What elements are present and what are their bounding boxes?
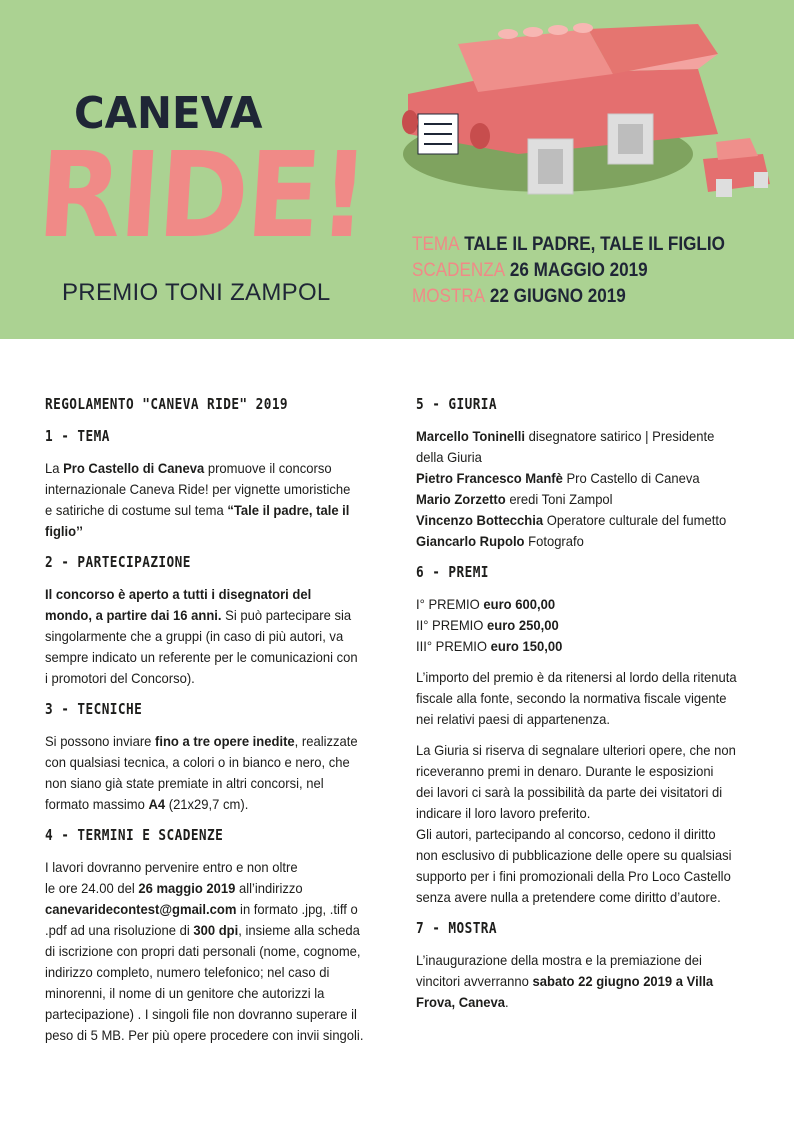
- prize-item: I° PREMIO euro 600,00: [416, 596, 556, 612]
- info-row-tema: TEMA TALE IL PADRE, TALE IL FIGLIO: [412, 234, 725, 255]
- contest-email: canevaridecontest@gmail.com: [45, 901, 237, 917]
- jury-member: della Giuria: [416, 449, 482, 465]
- info-row-mostra: MOSTRA 22 GIUGNO 2019: [412, 286, 626, 307]
- section-termini-heading: 4 - TERMINI E SCADENZE: [45, 826, 224, 844]
- jury-member: Mario Zorzetto eredi Toni Zampol: [416, 491, 613, 507]
- right-column: [416, 394, 756, 1023]
- section-tecniche-heading: 3 - TECNICHE: [45, 700, 143, 718]
- section-partecipazione-heading: 2 - PARTECIPAZIONE: [45, 553, 191, 571]
- prize-item: II° PREMIO euro 250,00: [416, 617, 559, 633]
- jury-rights-note: La Giuria si riserva di segnalare ulteriori opere, che non riceveranno premi in denaro. Durante le esposizioni dei lavori ci sarà la possibilità da parte dei visitatori di indicare il loro lavoro preferito. Gli autori, partecipando al concorso, cedono il diritto non esclusivo di pubblicazione delle opere su qualsiasi supporto per i fini promozionali della Pro Loco Castello senza avere nulla a pretendere come diritto d’autore.: [416, 742, 736, 905]
- info-row-scadenza: SCADENZA 26 MAGGIO 2019: [412, 260, 648, 281]
- jury-member: Vincenzo Bottecchia Operatore culturale del fumetto: [416, 512, 727, 528]
- section-giuria-heading: 5 - GIURIA: [416, 395, 498, 413]
- section-termini-text: I lavori dovranno pervenire entro e non oltre le ore 24.00 del 26 maggio 2019 all’indirizzo canevaridecontest@gmail.com in formato .jpg, .tiff o .pdf ad una risoluzione di 300 dpi, insieme alla scheda di iscrizione con propri dati personali (nome, cognome, indirizzo completo, numero telefonico; nel caso di minorenni, il nome di un genitore che autorizzi la partecipazione) . I singoli file non dovranno superare il peso di 5 MB. Per più opere procedere con invii singoli.: [45, 859, 364, 1043]
- section-partecipazione-text: Il concorso è aperto a tutti i disegnatori del mondo, a partire dai 16 anni. Si può partecipare sia singolarmente che a gruppi (in caso di più autori, va sempre indicato un referente per le comunicazioni con i promotori del Concorso).: [45, 586, 358, 686]
- prize-list: [416, 594, 756, 657]
- section-tema-heading: 1 - TEMA: [45, 427, 110, 445]
- section-premi-heading: 6 - PREMI: [416, 563, 489, 581]
- prize-tax-note: L’importo del premio è da ritenersi al lordo della ritenuta fiscale alla fonte, secondo la normativa fiscale vigente nei relativi paesi di appartenenza.: [416, 669, 737, 727]
- header-banner: [0, 0, 794, 339]
- section-tema-text: La Pro Castello di Caneva promuove il concorso internazionale Caneva Ride! per vignette umoristiche e satiriche di costume sul tema “Tale il padre, tale il figlio’’: [45, 460, 351, 539]
- prize-item: III° PREMIO euro 150,00: [416, 638, 563, 654]
- jury-member: Marcello Toninelli disegnatore satirico | Presidente: [416, 428, 715, 444]
- jury-list: [416, 426, 756, 552]
- event-info: [412, 232, 760, 310]
- section-mostra-text: L’inaugurazione della mostra e la premiazione dei vincitori avverranno sabato 22 giugno 2019 a Villa Frova, Caneva.: [416, 952, 714, 1010]
- rules-title: REGOLAMENTO "CANEVA RIDE" 2019: [45, 395, 289, 413]
- section-tecniche-text: Si possono inviare fino a tre opere inedite, realizzate con qualsiasi tecnica, a colori o in bianco e nero, che non siano già state premiate in altri concorsi, nel formato massimo A4 (21x29,7 cm).: [45, 733, 358, 812]
- jury-member: Pietro Francesco Manfè Pro Castello di Caneva: [416, 470, 700, 486]
- logo-subtitle: PREMIO TONI ZAMPOL: [62, 279, 331, 306]
- jury-member: Giancarlo Rupolo Fotografo: [416, 533, 584, 549]
- logo-caneva: CANEVA: [74, 88, 263, 139]
- lego-brick-cars-icon: [398, 14, 778, 214]
- left-column: [45, 394, 385, 1056]
- section-mostra-heading: 7 - MOSTRA: [416, 919, 498, 937]
- logo-ride: RIDE!: [33, 126, 372, 264]
